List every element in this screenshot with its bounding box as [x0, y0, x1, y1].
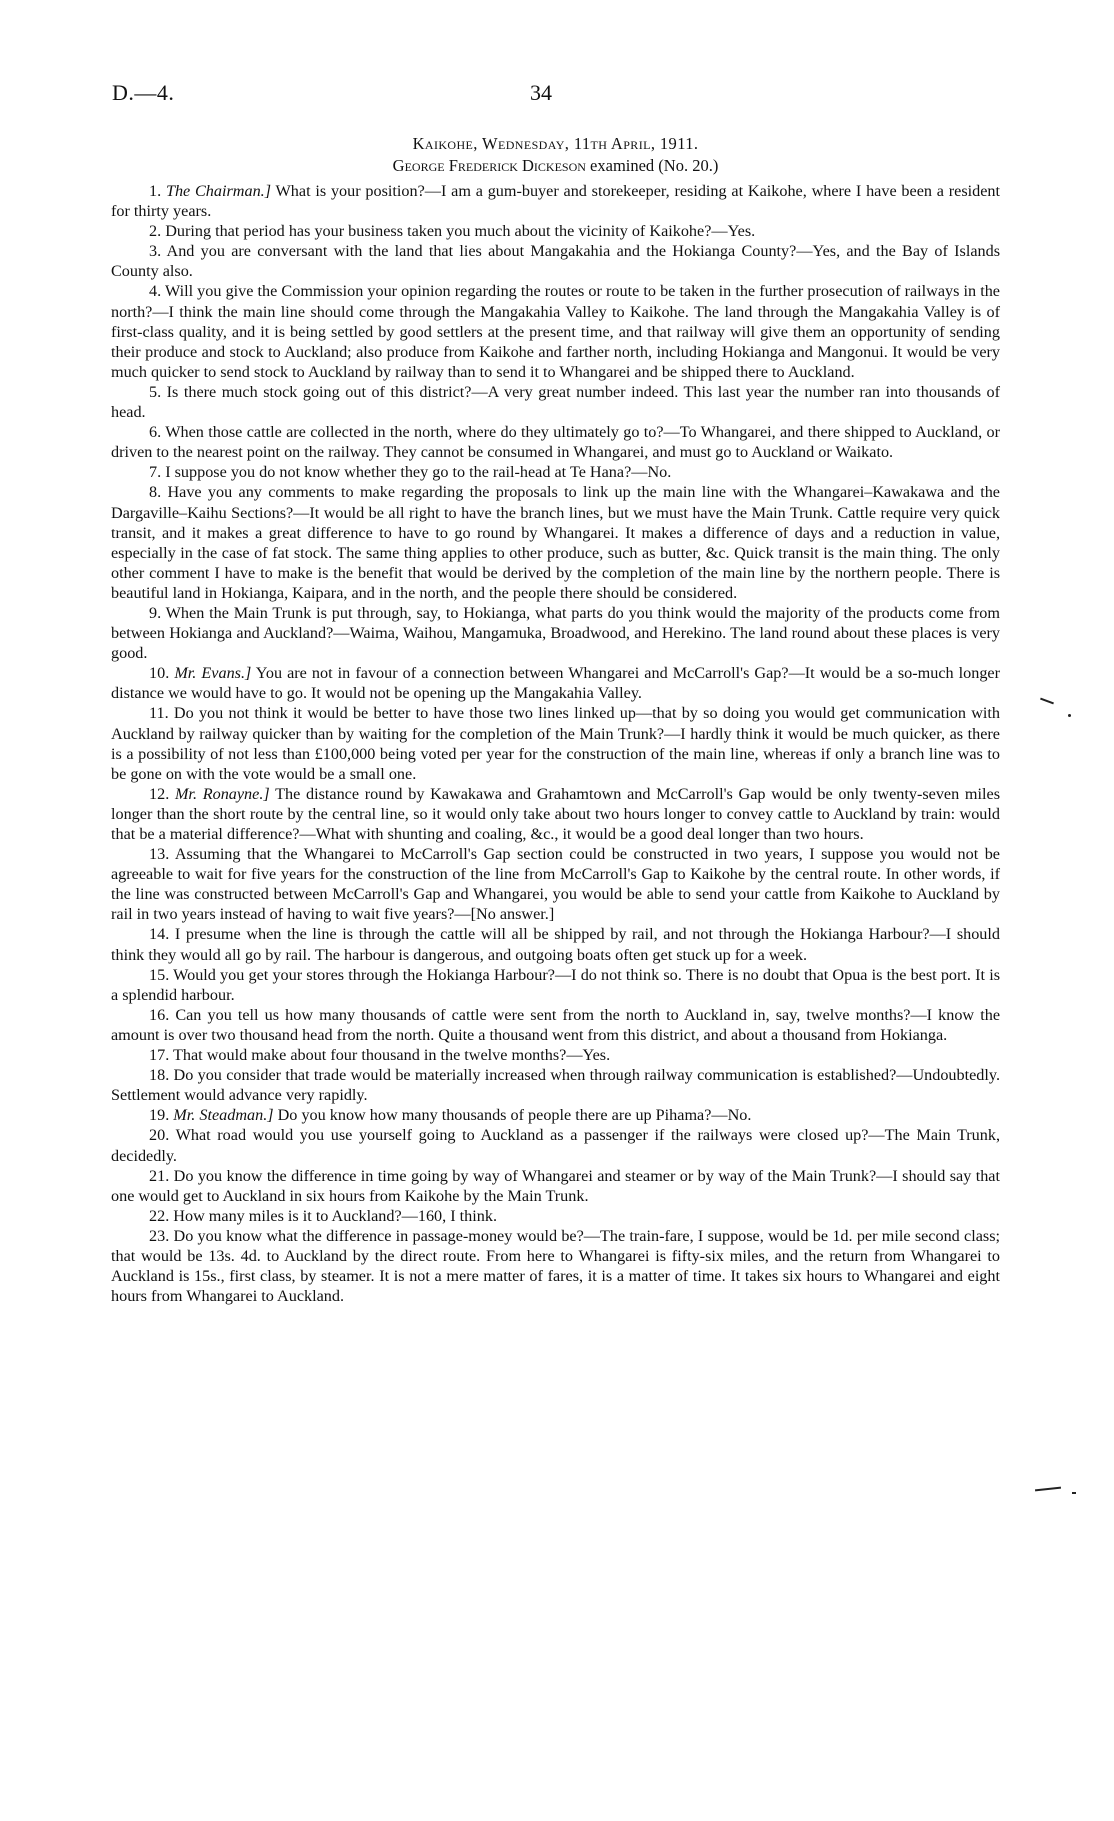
question-text: Assuming that the Whangarei to McCarroll's Gap section could be constructed in two years, I suppose you would not be agreeable to wait for five years for the construction of the line from McCarroll's Gap to Kaikohe by the central route. In other words, if the line was constructed between McCarroll's Gap and Whangarei, you would be able to send your cattle from Kaikohe to Auckland by rail in two years instead of having to wait five years?—[No answer.]	[111, 845, 1000, 924]
question-number: 3.	[149, 242, 162, 261]
question-paragraph	[111, 924, 1000, 964]
question-number: 5.	[149, 382, 162, 401]
question-paragraph	[111, 241, 1000, 281]
question-number: 11.	[149, 704, 169, 723]
question-paragraph	[111, 703, 1000, 783]
question-paragraph	[111, 965, 1000, 1005]
question-number: 12.	[149, 784, 170, 803]
question-number: 9.	[149, 603, 162, 622]
question-number: 21.	[149, 1166, 170, 1185]
document-reference: D.—4.	[112, 80, 175, 105]
question-text: Have you any comments to make regarding the proposals to link up the main line with the Whangarei–Kawakawa and the Dargaville–Kaihu Sections?—It would be all right to have the branch lines, but we must have the Main Trunk. Cattle require very quick transit, and it makes a great difference to have to go round by Whangarei. It makes a difference of days and a reduction in value, especially in the case of fat stock. The same thing applies to other produce, such as butter, &c. Quick transit is the main thing. The only other comment I have to make is the benefit that would be derived by the completion of the main line by the northern people. There is beautiful land in Hokianga, Kaipara, and in the north, and the people there should be considered.	[111, 483, 1000, 602]
document-body	[111, 133, 1000, 1306]
question-number: 19.	[149, 1106, 170, 1125]
question-text: The distance round by Kawakawa and Grahamtown and McCarroll's Gap would be only twenty-seven miles longer than the short route by the central line, so it would only take about two hours longer to convey cattle to Auckland by train: would that be a material difference?—What with shunting and coaling, &c., it would be a good deal longer than two hours.	[111, 784, 1000, 843]
scan-mark	[1035, 1487, 1061, 1492]
question-text: What road would you use yourself going to Auckland as a passenger if the railways were closed up?—The Main Trunk, decidedly.	[111, 1126, 1000, 1165]
question-paragraph	[111, 784, 1000, 844]
question-text: Can you tell us how many thousands of cattle were sent from the north to Auckland in, say, twelve months?—I know the amount is over two thousand head from the north. Quite a thousand went from this district, and about a thousand from Hokianga.	[111, 1005, 1000, 1044]
question-text: I suppose you do not know whether they go to the rail-head at Te Hana?—No.	[161, 463, 672, 482]
question-paragraph	[111, 1065, 1000, 1105]
question-text: When the Main Trunk is put through, say, to Hokianga, what parts do you think would the majority of the products come from between Hokianga and Auckland?—Waima, Waihou, Mangamuka, Broadwood, and Herekino. The land round about these places is very good.	[111, 603, 1000, 663]
question-paragraph	[111, 1226, 1000, 1306]
question-number: 14.	[149, 925, 170, 944]
witness-name: George Frederick Dickeson	[392, 156, 586, 175]
question-paragraph	[111, 1125, 1000, 1165]
question-number: 15.	[149, 965, 170, 984]
question-paragraph	[111, 663, 1000, 703]
scan-mark	[1068, 714, 1071, 717]
question-text: During that period has your business taken you much about the vicinity of Kaikohe?—Yes.	[161, 222, 756, 241]
question-text: What is your position?—I am a gum-buyer and storekeeper, residing at Kaikohe, where I have been a resident for thirty years.	[111, 182, 1001, 221]
question-paragraph	[111, 1166, 1000, 1206]
question-paragraph	[111, 382, 1000, 422]
question-paragraph	[111, 1045, 1000, 1065]
question-number: 23.	[149, 1226, 170, 1245]
question-number: 18.	[149, 1066, 170, 1085]
question-text: Would you get your stores through the Hokianga Harbour?—I do not think so. There is no doubt that Opua is the best port. It is a splendid harbour.	[111, 965, 1000, 1004]
scan-mark	[1040, 698, 1054, 705]
scan-mark	[1072, 1492, 1076, 1494]
question-number: 7.	[149, 463, 162, 482]
question-number: 8.	[149, 483, 162, 502]
question-paragraph	[111, 603, 1000, 663]
question-number: 17.	[149, 1046, 170, 1065]
question-paragraph	[111, 281, 1000, 381]
question-number: 20.	[149, 1126, 170, 1145]
speaker-name: Mr. Evans.]	[174, 664, 252, 683]
question-text: That would make about four thousand in the twelve months?—Yes.	[169, 1046, 611, 1065]
speaker-name: Mr. Steadman.]	[173, 1106, 274, 1125]
question-paragraph	[111, 181, 1000, 221]
question-paragraph	[111, 462, 1000, 482]
speaker-name: Mr. Ronayne.]	[174, 784, 270, 803]
question-paragraph	[111, 1005, 1000, 1045]
question-text: I presume when the line is through the cattle will all be shipped by rail, and not through the Hokianga Harbour?—I should think they would all go by rail. The harbour is dangerous, and outgoing boats often get stuck up for a week.	[111, 925, 1000, 964]
witness-examined-note: examined (No. 20.)	[590, 156, 719, 175]
question-number: 4.	[149, 282, 162, 301]
question-text: Do you know how many thousands of people there are up Pihama?—No.	[273, 1106, 752, 1125]
question-text: Do you not think it would be better to have those two lines linked up—that by so doing you would get communication with Auckland by railway quicker than by waiting for the completion of the Main Trunk?—I hardly think it would be much quicker, as there is a possibility of not less than £100,000 being voted per year for the construction of the main line, whereas if only a branch line was to be gone on with the vote would be a small one.	[111, 704, 1000, 783]
witness-heading	[111, 155, 1000, 177]
question-paragraph	[111, 482, 1000, 603]
question-number: 10.	[149, 664, 170, 683]
page-number: 34	[530, 80, 552, 105]
question-text: Do you know the difference in time going by way of Whangarei and steamer or by way of the Main Trunk?—I should say that one would get to Auckland in six hours from Kaikohe by the Main Trunk.	[111, 1166, 1000, 1205]
question-text: Do you know what the difference in passage-money would be?—The train-fare, I suppose, would be 1d. per mile second class; that would be 13s. 4d. to Auckland by the direct route. From here to Whangarei is fifty-six miles, and the return from Whangarei to Auckland is 15s., first class, by steamer. It is not a mere matter of fares, it is a matter of time. It takes six hours to Whangarei and eight hours from Whangarei to Auckland.	[111, 1226, 1000, 1306]
question-text: And you are conversant with the land that lies about Mangakahia and the Hokianga County?—Yes, and the Bay of Islands County also.	[111, 242, 1000, 281]
question-text: Will you give the Commission your opinion regarding the routes or route to be taken in the further prosecution of railways in the north?—I think the main line should come through the Mangakahia Valley to Kaikohe. The land through the Mangakahia Valley is of first-class quality, and it is being settled by good settlers at the present time, and that railway will give them an opportunity of sending their produce and stock to Auckland; also produce from Kaikohe and farther north, including Hokianga and Mangonui. It would be very much quicker to send stock to Auckland by railway than to send it to Whangarei and be shipped there to Auckland.	[111, 282, 1000, 381]
question-text: When those cattle are collected in the north, where do they ultimately go to?—To Whangarei, and there shipped to Auckland, or driven to the nearest point on the railway. They cannot be consumed in Whangarei, and must go to Auckland or Waikato.	[111, 423, 1000, 462]
sitting-heading: Kaikohe, Wednesday, 11th April, 1911.	[412, 134, 699, 153]
question-paragraph	[111, 1206, 1000, 1226]
question-text: Do you consider that trade would be materially increased when through railway communication is established?—Undoubtedly. Settlement would advance very rapidly.	[111, 1066, 1000, 1105]
question-paragraph	[111, 1105, 1000, 1125]
question-number: 22.	[149, 1206, 170, 1225]
question-number: 2.	[149, 222, 162, 241]
question-paragraph	[111, 221, 1000, 241]
question-list	[111, 181, 1000, 1306]
question-number: 1.	[149, 182, 162, 200]
speaker-name: The Chairman.]	[165, 182, 272, 200]
question-text: You are not in favour of a connection between Whangarei and McCarroll's Gap?—It would be a so-much longer distance we would have to go. It would not be opening up the Mangakahia Valley.	[111, 664, 1001, 703]
question-number: 6.	[149, 423, 162, 442]
question-text: How many miles is it to Auckland?—160, I think.	[169, 1206, 497, 1225]
question-number: 16.	[149, 1005, 170, 1024]
question-paragraph	[111, 422, 1000, 462]
question-text: Is there much stock going out of this district?—A very great number indeed. This last year the number ran into thousands of head.	[111, 382, 1000, 422]
question-number: 13.	[149, 845, 170, 864]
question-paragraph	[111, 844, 1000, 924]
